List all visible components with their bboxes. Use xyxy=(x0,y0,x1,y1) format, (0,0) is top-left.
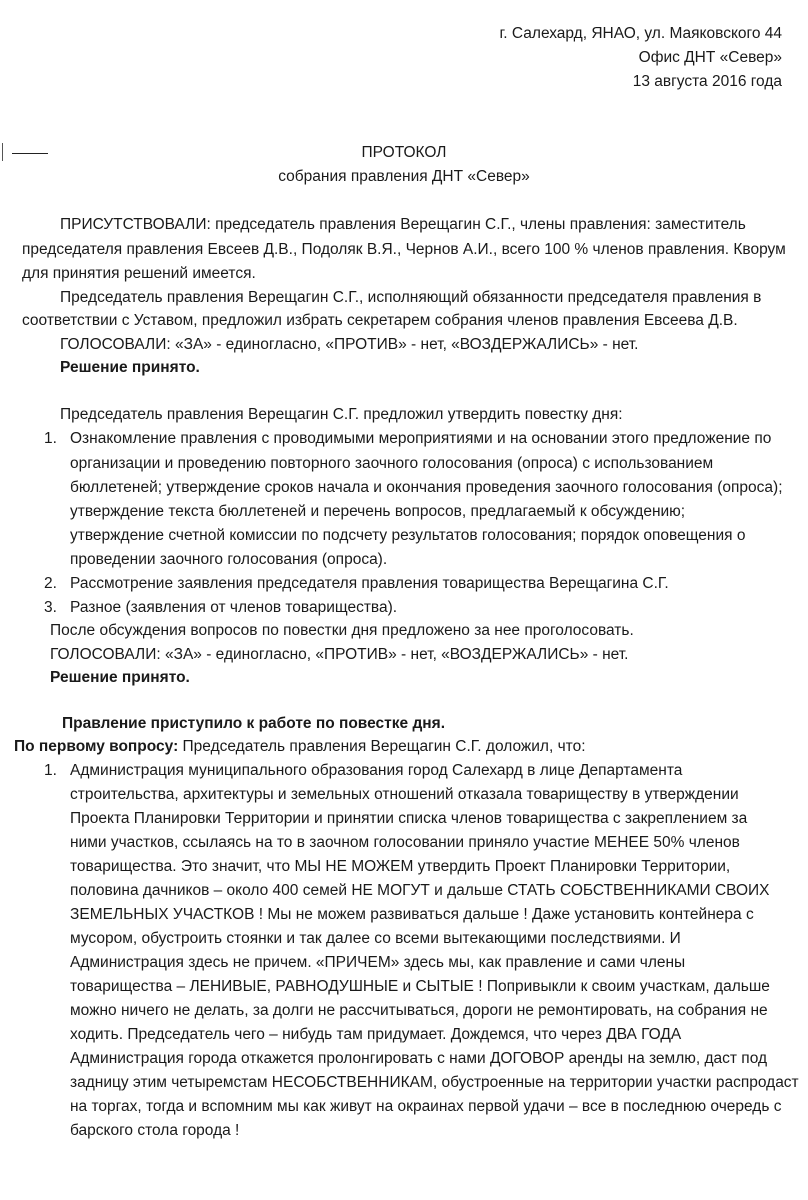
work-item-1-line: мусором, обустроить стоянки и так далее со всеми вытекающими последствиями. И xyxy=(70,930,681,947)
work-item-1-line: Проекта Планировки Территории и принятии списка членов товарищества с закреплением за xyxy=(70,810,748,827)
work-item-1-line: Администрация здесь не причем. «ПРИЧЕМ» здесь мы, как правление и сами члены xyxy=(70,954,686,971)
agenda-item-2-number: 2. xyxy=(44,575,57,592)
agenda-decision: Решение принято. xyxy=(50,669,190,686)
present-line-3: для принятия решений имеется. xyxy=(22,265,256,282)
agenda-item-1-line: утверждение счетной комиссии по подсчету результатов голосования; порядок оповещения о xyxy=(70,527,746,544)
secretary-line-2: соответствии с Уставом, предложил избрать секретарем собрания членов правления Евсеева Д.В. xyxy=(22,312,738,329)
work-item-1-line: задницу этим четыремстам НЕСОБСТВЕННИКАМ, обустроенные на территории участки распродаст xyxy=(70,1074,799,1091)
agenda-item-1-line: утверждение текста бюллетеней и перечень вопросов, предлагаемый к обсуждению; xyxy=(70,503,686,520)
work-item-1-line: ходить. Председатель чего – нибудь там придумает. Дождемся, что через ДВА ГОДА xyxy=(70,1026,682,1043)
header-office: Офис ДНТ «Север» xyxy=(638,49,782,66)
agenda-item-2-text: Рассмотрение заявления председателя правления товарищества Верещагина С.Г. xyxy=(70,575,669,592)
secretary-line-1: Председатель правления Верещагин С.Г., исполняющий обязанности председателя правления в xyxy=(60,289,762,306)
agenda-item-1-line: бюллетеней; утверждение сроков начала и окончания проведения заочного голосования (опроса); xyxy=(70,479,783,496)
first-question-label: По первому вопросу: xyxy=(14,738,179,755)
work-item-1-line: Администрация города откажется пролонгировать с нами ДОГОВОР аренды на землю, даст под xyxy=(70,1050,768,1067)
work-item-1-line: на торгах, тогда и вспомним мы как живут на окраинах первой удачи – все в последнюю очередь с xyxy=(70,1098,782,1115)
work-item-1-line: товарищества. Это значит, что МЫ НЕ МОЖЕМ утвердить Проект Планировки Территории, xyxy=(70,858,731,875)
agenda-after: После обсуждения вопросов по повестки дня предложено за нее проголосовать. xyxy=(50,622,634,639)
secretary-decision: Решение принято. xyxy=(60,359,200,376)
agenda-vote: ГОЛОСОВАЛИ: «ЗА» - единогласно, «ПРОТИВ» - нет, «ВОЗДЕРЖАЛИСЬ» - нет. xyxy=(50,646,629,663)
header-date: 13 августа 2016 года xyxy=(632,73,782,90)
agenda-item-3-text: Разное (заявления от членов товарищества). xyxy=(70,599,398,616)
work-item-1-line: товарищества – ЛЕНИВЫЕ, РАВНОДУШНЫЕ и СЫТЫЕ ! Попривыкли к своим участкам, дальше xyxy=(70,978,770,995)
agenda-item-3-number: 3. xyxy=(44,599,57,616)
agenda-item-1-line: Ознакомление правления с проводимыми мероприятиями и на основании этого предложение по xyxy=(70,430,772,447)
document-subtitle: собрания правления ДНТ «Север» xyxy=(278,168,530,185)
agenda-intro: Председатель правления Верещагин С.Г. предложил утвердить повестку дня: xyxy=(60,406,623,423)
work-item-1-line: Администрация муниципального образования город Салехард в лице Департамента xyxy=(70,762,683,779)
work-heading: Правление приступило к работе по повестке дня. xyxy=(62,715,445,732)
work-item-1-line: ЗЕМЕЛЬНЫХ УЧАСТКОВ ! Мы не можем развиваться дальше ! Даже установить контейнера с xyxy=(70,906,754,923)
document-title: ПРОТОКОЛ xyxy=(361,144,447,161)
work-item-1-line: ними участков, ссылаясь на то в заочном голосовании приняло участие МЕНЕЕ 50% членов xyxy=(70,834,740,851)
first-question-line xyxy=(14,737,586,757)
agenda-item-1-line: проведении заочного голосования (опроса). xyxy=(70,551,388,568)
work-item-1-line: строительства, архитектуры и земельных отношений отказала товариществу в утверждении xyxy=(70,786,739,803)
work-item-1-number: 1. xyxy=(44,762,57,779)
agenda-item-1-number: 1. xyxy=(44,430,57,447)
present-line-2: председателя правления Евсеев Д.В., Подоляк В.Я., Чернов А.И., всего 100 % членов правления. Кворум xyxy=(22,241,786,258)
first-question-text: Председатель правления Верещагин С.Г. доложил, что: xyxy=(178,738,586,755)
secretary-vote: ГОЛОСОВАЛИ: «ЗА» - единогласно, «ПРОТИВ» - нет, «ВОЗДЕРЖАЛИСЬ» - нет. xyxy=(60,336,639,353)
header-address: г. Салехард, ЯНАО, ул. Маяковского 44 xyxy=(499,25,782,42)
work-item-1-line: половина дачников – около 400 семей НЕ МОГУТ и дальше СТАТЬ СОБСТВЕННИКАМИ СВОИХ xyxy=(70,882,770,899)
agenda-item-1-line: организации и проведению повторного заочного голосования (опроса) с использованием xyxy=(70,455,714,472)
work-item-1-line: барского стола города ! xyxy=(70,1122,240,1139)
work-item-1-line: можно ничего не делать, за долги не рассчитываться, дороги не ремонтировать, на собрания не xyxy=(70,1002,768,1019)
present-line-1: ПРИСУТСТВОВАЛИ: председатель правления Верещагин С.Г., члены правления: заместитель xyxy=(60,216,746,233)
